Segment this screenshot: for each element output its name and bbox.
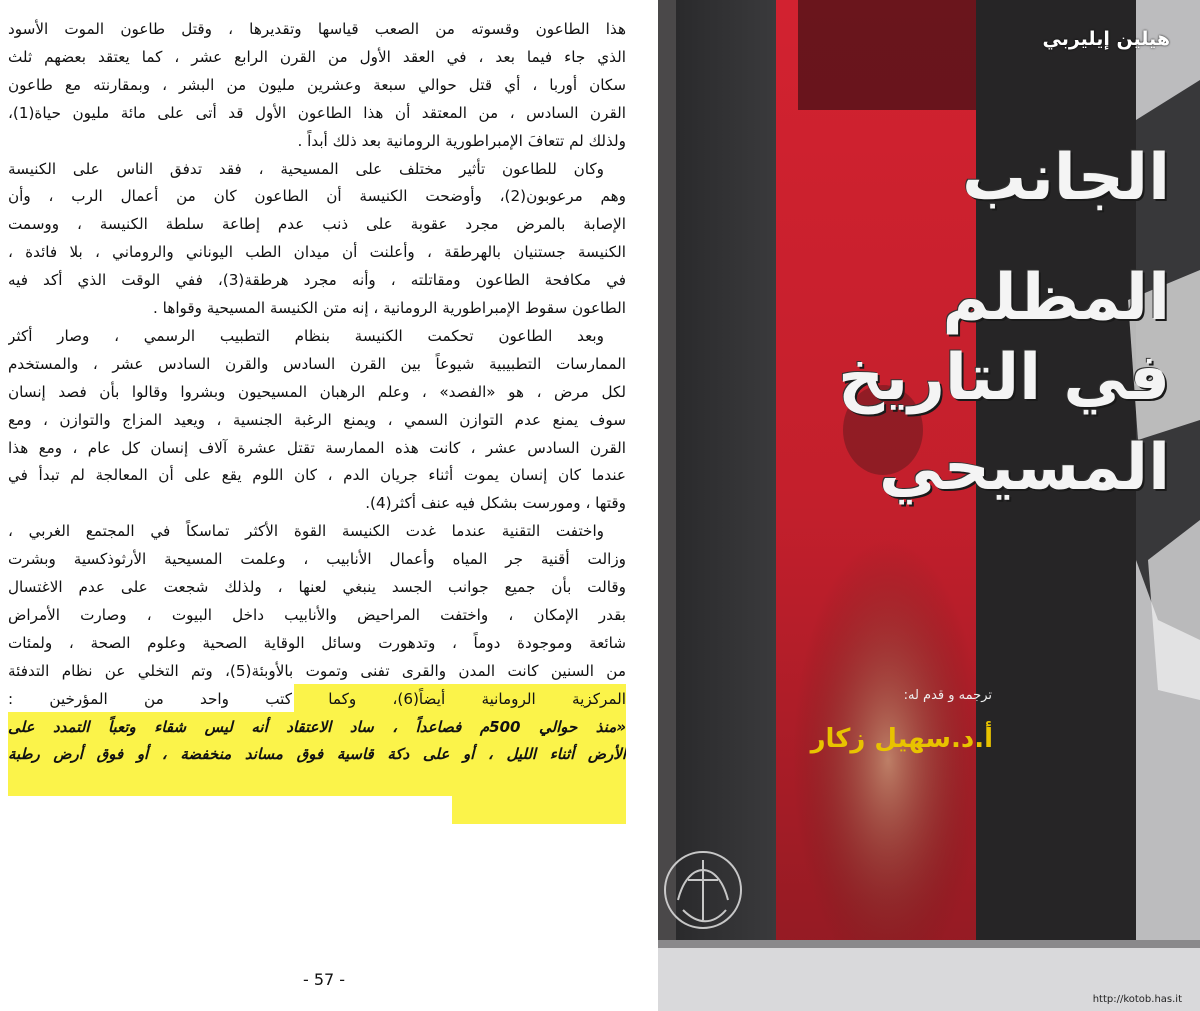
text-line: عندما كان إنسان يموت أثناء جريان الدم ، كان اللوم يقع على أن المعالجة لم تبدأ في — [8, 466, 626, 485]
cover-author: هيلين إيليربي — [1042, 28, 1170, 50]
text-line: الأرض أثناء الليل ، أو على دكة قاسية فوق مساند منخفضة ، أو فوق أرض رطبة — [8, 745, 626, 764]
text-line: وهم مرعوبون(2)، وأوضحت الكنيسة أن الطاعون كان من أعمال الرب ، وأن — [8, 187, 626, 206]
cover-translator-name: أ.د.سهيل زكار — [810, 724, 993, 754]
text-line: وقالت بأن جميع جوانب الجسد ينبغي لعنها ، ولذلك شجعت على عدم الاغتسال — [8, 578, 626, 596]
cover-translator-label: ترجمه و قدم له: — [903, 688, 992, 703]
text-line: الذي جاء فيما بعد ، في العقد الأول من القرن الرابع عشر ، كما يعتقد بعضهم ثلث — [8, 47, 626, 66]
cover-title-line-4: المسيحي — [879, 431, 1170, 505]
text-line: وبعد الطاعون تحكمت الكنيسة بنظام التطبيب الرسمي ، وصار أكثر — [8, 326, 604, 345]
text-line: لكل مرض ، هو «الفصد» ، وعلم الرهبان المسيحيون وبشروا وقالوا بأن فصد إنسان — [8, 382, 626, 401]
text-line: وقتها ، ومورست بشكل فيه عنف أكثر(4). — [365, 494, 626, 513]
text-line: الطاعون سقوط الإمبراطورية الرومانية ، إنه متن الكنيسة المسيحية وقواها . — [153, 299, 626, 317]
text-line: وكان للطاعون تأثير مختلف على المسيحية ، فقد تدفق الناس على الكنيسة — [8, 159, 604, 178]
text-line: الكنيسة جستنيان بالهرطقة ، وأعلنت أن ميدان الطب اليوناني والروماني ، بلا فائدة ، — [8, 243, 626, 262]
text-line: «منذ حوالي 500م فصاعداً ، ساد الاعتقاد أنه ليس شقاء وتعباً التمدد على — [8, 717, 626, 736]
cover-url: http://kotob.has.it — [1092, 994, 1182, 1005]
text-line: الممارسات التطبيبية شيوعاً بين القرن السادس والقرن السادس عشر ، والمستخدم — [8, 354, 626, 373]
text-line: سكان أوربا ، أي قتل حوالي سبعة وعشرين مليون من البشر ، وبمقارنته مع طاعون — [8, 75, 626, 94]
text-line: من السنين كانت المدن والقرى تفنى وتموت بالأوبئة(5)، وتم التخلي عن نظام التدفئة — [8, 661, 626, 680]
text-line: شائعة وموجودة دوماً ، وتدهورت وسائل الوقاية الصحية وعلوم الصحة ، ولمئات — [8, 633, 626, 652]
text-line: ولذلك لم تتعافَ الإمبراطورية الرومانية بعد ذلك أبداً . — [297, 131, 626, 150]
cover-title-line-1: الجانب — [962, 141, 1170, 215]
cover-title-line-3: في التاريخ — [837, 341, 1170, 415]
page-number: - 57 - — [302, 970, 346, 989]
text-line: في مكافحة الطاعون ومقاتلته ، وأنه مجرد هرطقة(3)، ففي الوقت الذي أكد فيه — [8, 271, 626, 290]
text-line: الإصابة بالمرض مجرد عقوبة على ذنب عدم إطاعة سلطة الكنيسة ، ووسمت — [8, 215, 626, 234]
text-line: القرن السادس ، من المعتقد أن هذا الطاعون الأول قد أتى على مائة مليون حياة(1)، — [8, 103, 626, 122]
text-line: بقدر الإمكان ، واختفت المراحيض والأنابيب داخل البيوت ، وصارت الأمراض — [8, 605, 626, 624]
text-line: سوف يمنع عدم التوازن السمي ، ويمنع الرغبة الجنسية ، ويعيد المزاج والتوازن ، ومع — [8, 410, 626, 429]
text-line: وزالت أقنية جر المياه وأعمال الأنابيب ، وعلمت المسيحية الأرثوذكسية وبشرت — [8, 550, 626, 569]
text-line: القرن السادس عشر ، كانت هذه الممارسة تقتل عشرة آلاف إنسان كل عام ، ومع هذا — [8, 438, 626, 457]
book-cover — [658, 0, 1200, 1011]
text-line: واختفت التقنية عندما غدت الكنيسة القوة الأكثر تماسكاً في المجتمع الغربي ، — [8, 522, 604, 541]
text-line: المركزية الرومانية أيضاً(6)، وكما كتب واحد من المؤرخين : — [8, 689, 626, 708]
highlight-line-24 — [452, 796, 626, 824]
cover-title-line-2: المظلم — [942, 261, 1170, 335]
highlight-line-23 — [8, 768, 626, 796]
text-line: هذا الطاعون وقسوته من الصعب قياسها وتقديرها ، وقتل طاعون الموت الأسود — [8, 20, 626, 38]
